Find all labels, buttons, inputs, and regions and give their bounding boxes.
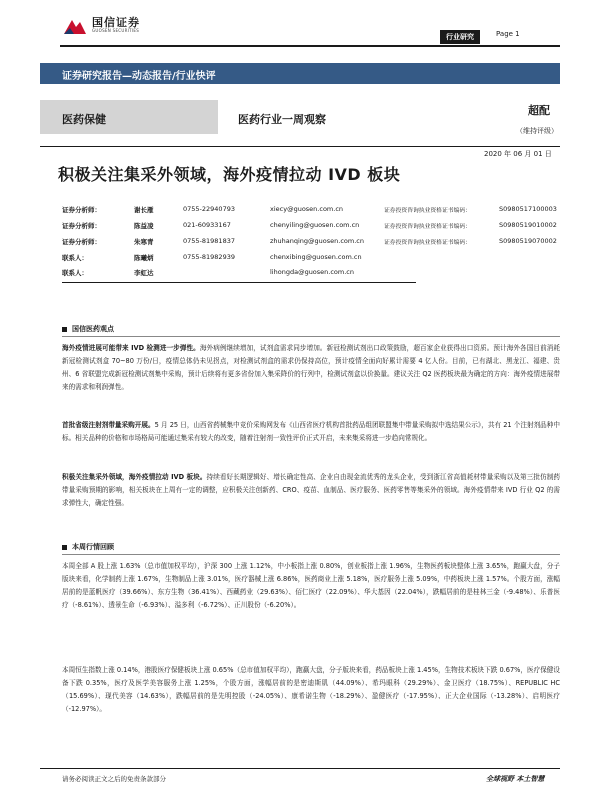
guosen-logo-icon: [62, 16, 88, 36]
header-divider: [60, 45, 560, 47]
paragraph-investment-view: [62, 471, 560, 510]
report-category: 证券研究报告—动态报告/行业快评: [62, 71, 216, 82]
paragraph-hk-review: 本周恒生指数上涨 0.14%，港股医疗保健板块上涨 0.65%（总市值加权平均），跑赢大盘，分子版块来看，药品板块上涨 1.45%，生物技术板块下跌 0.67%，医疗保健设备下跌 0.35%，医疗及医学美容服务上涨 1.25%，个股方面，涨幅居前的是密迪斯肌（44.09%）、希玛眼科（29.29%）、金卫医疗（18.75%）、REPUBLIC HC（15.69%）、现代美容（14.63%），跌幅居前的是先明控股（-24.05%）、康希诺生物（-18.29%）、盈健医疗（-17.95%）、正大企业国际（-13.28%）、启明医疗（-12.97%）。: [62, 666, 560, 713]
paragraph-body: 海外病例继续增加，试剂盒需求同步增加。新冠检测试剂出口政策鼓励，超百家企业获得出口资质。预计海外各国目前消耗新冠检测试剂盒 70~80 万份/日，疫情总体仍未见拐点，对检测试剂盒的需求仍保持高位，预计疫情全面向好累计需要 4 亿人份。目前，已有湖北、黑龙江、福建、贵州、6 省联盟完成新冠检测试剂集中采购，预计后续将有更多省份加入集采降价的行列中，检测试剂盒以价换量。建议关注 Q2 医药板块最为确定的方向：海外疫情进展带来的需求和利润弹性。: [62, 344, 561, 391]
contact-name: 李虹达: [134, 269, 154, 277]
analyst-certificate: S0980519070002: [499, 237, 557, 245]
section-title-market-review: 本周行情回顾: [72, 543, 114, 551]
company-name-cn: 国信证券: [92, 16, 140, 29]
contact-role: 联系人：: [62, 269, 88, 277]
analyst-name: 陈益凌: [134, 222, 154, 230]
report-title: 积极关注集采外领域，海外疫情拉动 IVD 板块: [58, 165, 401, 184]
analyst-certificate: S0980517100003: [499, 205, 557, 213]
section-divider: [62, 336, 560, 337]
paragraph-ivd-outlook: [62, 342, 560, 394]
report-type-tag: 行业研究: [440, 30, 480, 44]
contact-phone: 0755-81982939: [183, 253, 235, 261]
section-bullet-icon: [62, 327, 67, 332]
footer-slogan: 全球视野 本土智慧: [486, 775, 545, 783]
contact-email[interactable]: chenxibing@guosen.com.cn: [270, 253, 362, 261]
analyst-role: 证券分析师：: [62, 238, 101, 246]
analyst-name: 朱寒青: [134, 238, 154, 246]
analyst-email[interactable]: chenyiling@guosen.com.cn: [270, 221, 360, 229]
date-divider: [40, 146, 560, 147]
paragraph-injection-procurement: [62, 419, 560, 445]
analyst-name: 谢长雁: [134, 206, 154, 214]
paragraph-lead: 海外疫情进展可能带来 IVD 检测进一步弹性。: [62, 344, 200, 352]
section-bullet-icon: [62, 545, 67, 550]
contact-name: 陈曦炳: [134, 254, 154, 262]
contact-role: 联系人：: [62, 254, 88, 262]
rating-note: （维持评级）: [516, 127, 558, 135]
analyst-phone: 0755-22940793: [183, 205, 235, 213]
section-divider: [62, 554, 560, 555]
report-subtitle: 医药行业一周观察: [238, 113, 326, 126]
analyst-qualification: 证券投资咨询执业资格证书编码：: [384, 208, 471, 214]
report-date: 2020 年 06 月 01 日: [484, 150, 552, 158]
analyst-phone: 021-60933167: [183, 221, 231, 229]
analyst-phone: 0755-81981837: [183, 237, 235, 245]
paragraph-lead: 首批省级注射剂带量采购开展。: [62, 421, 155, 429]
footer-divider: [40, 768, 560, 769]
analyst-qualification: 证券投资咨询执业资格证书编码：: [384, 224, 471, 230]
paragraph-body: 5 月 25 日，山西省药械集中竞价采购网发布《山西省医疗机构首批药品组团联盟集中带量采购拟中选结果公示》，共有 21 个注射剂品种中标。相关品种的价格和市场格局可能通过集采有较大的改变，随着注射剂一致性评价正式开启，未来集采将进一步趋向常规化。: [62, 421, 561, 442]
paragraph-body: 持续看好长期逻辑好、增长确定性高、企业自由现金流优秀的龙头企业，受到浙江省高值耗材带量采购以及第三批仿制药带量采购预期的影响，相关板块在上周有一定的调整，应积极关注创新药、CRO、疫苗、血制品、医疗服务、医药零售等集采外的领域。海外疫情带来 IVD 行业 Q2 的需求弹性大，确定性强。: [62, 473, 561, 507]
rating: 超配: [528, 104, 550, 117]
analyst-email[interactable]: xiecy@guosen.com.cn: [270, 205, 344, 213]
sector-name: 医药保健: [62, 113, 106, 126]
analyst-role: 证券分析师：: [62, 222, 101, 230]
section-title-views: 国信医药观点: [72, 325, 114, 333]
paragraph-lead: 积极关注集采外领域，海外疫情拉动 IVD 板块。: [62, 473, 207, 481]
company-name-en: GUOSEN SECURITIES: [92, 28, 140, 33]
analyst-qualification: 证券投资咨询执业资格证书编码：: [384, 240, 471, 246]
analyst-certificate: S0980519010002: [499, 221, 557, 229]
disclaimer-note: 请务必阅读正文之后的免责条款部分: [62, 775, 166, 783]
analyst-divider: [62, 282, 416, 283]
paragraph-a-share-review: 本周全部 A 股上涨 1.63%（总市值加权平均），沪深 300 上涨 1.12%，中小板指上涨 0.80%，创业板指上涨 1.96%，生物医药板块整体上涨 3.65%，跑赢大盘，分子版块来看，化学制药上涨 1.67%，生物制品上涨 3.01%，医疗器械上涨 6.86%，医药商业上涨 5.18%，医疗服务上涨 5.09%，中药板块上涨 1.57%。个股方面，涨幅居前的是蓝帆医疗（39.66%）、东方生物（36.41%）、西藏药业（29.63%）、佰仁医疗（22.09%）、华大基因（22.04%），跌幅居前的是桂林三金（-9.48%）、乐普医疗（-8.61%）、透景生命（-6.93%）、溢多利（-6.72%）、正川股份（-6.20%）。: [62, 562, 560, 609]
analyst-role: 证券分析师：: [62, 206, 101, 214]
page-number: Page 1: [496, 30, 520, 38]
analyst-email[interactable]: zhuhanqing@guosen.com.cn: [270, 237, 364, 245]
contact-email[interactable]: lihongda@guosen.com.cn: [270, 268, 354, 276]
